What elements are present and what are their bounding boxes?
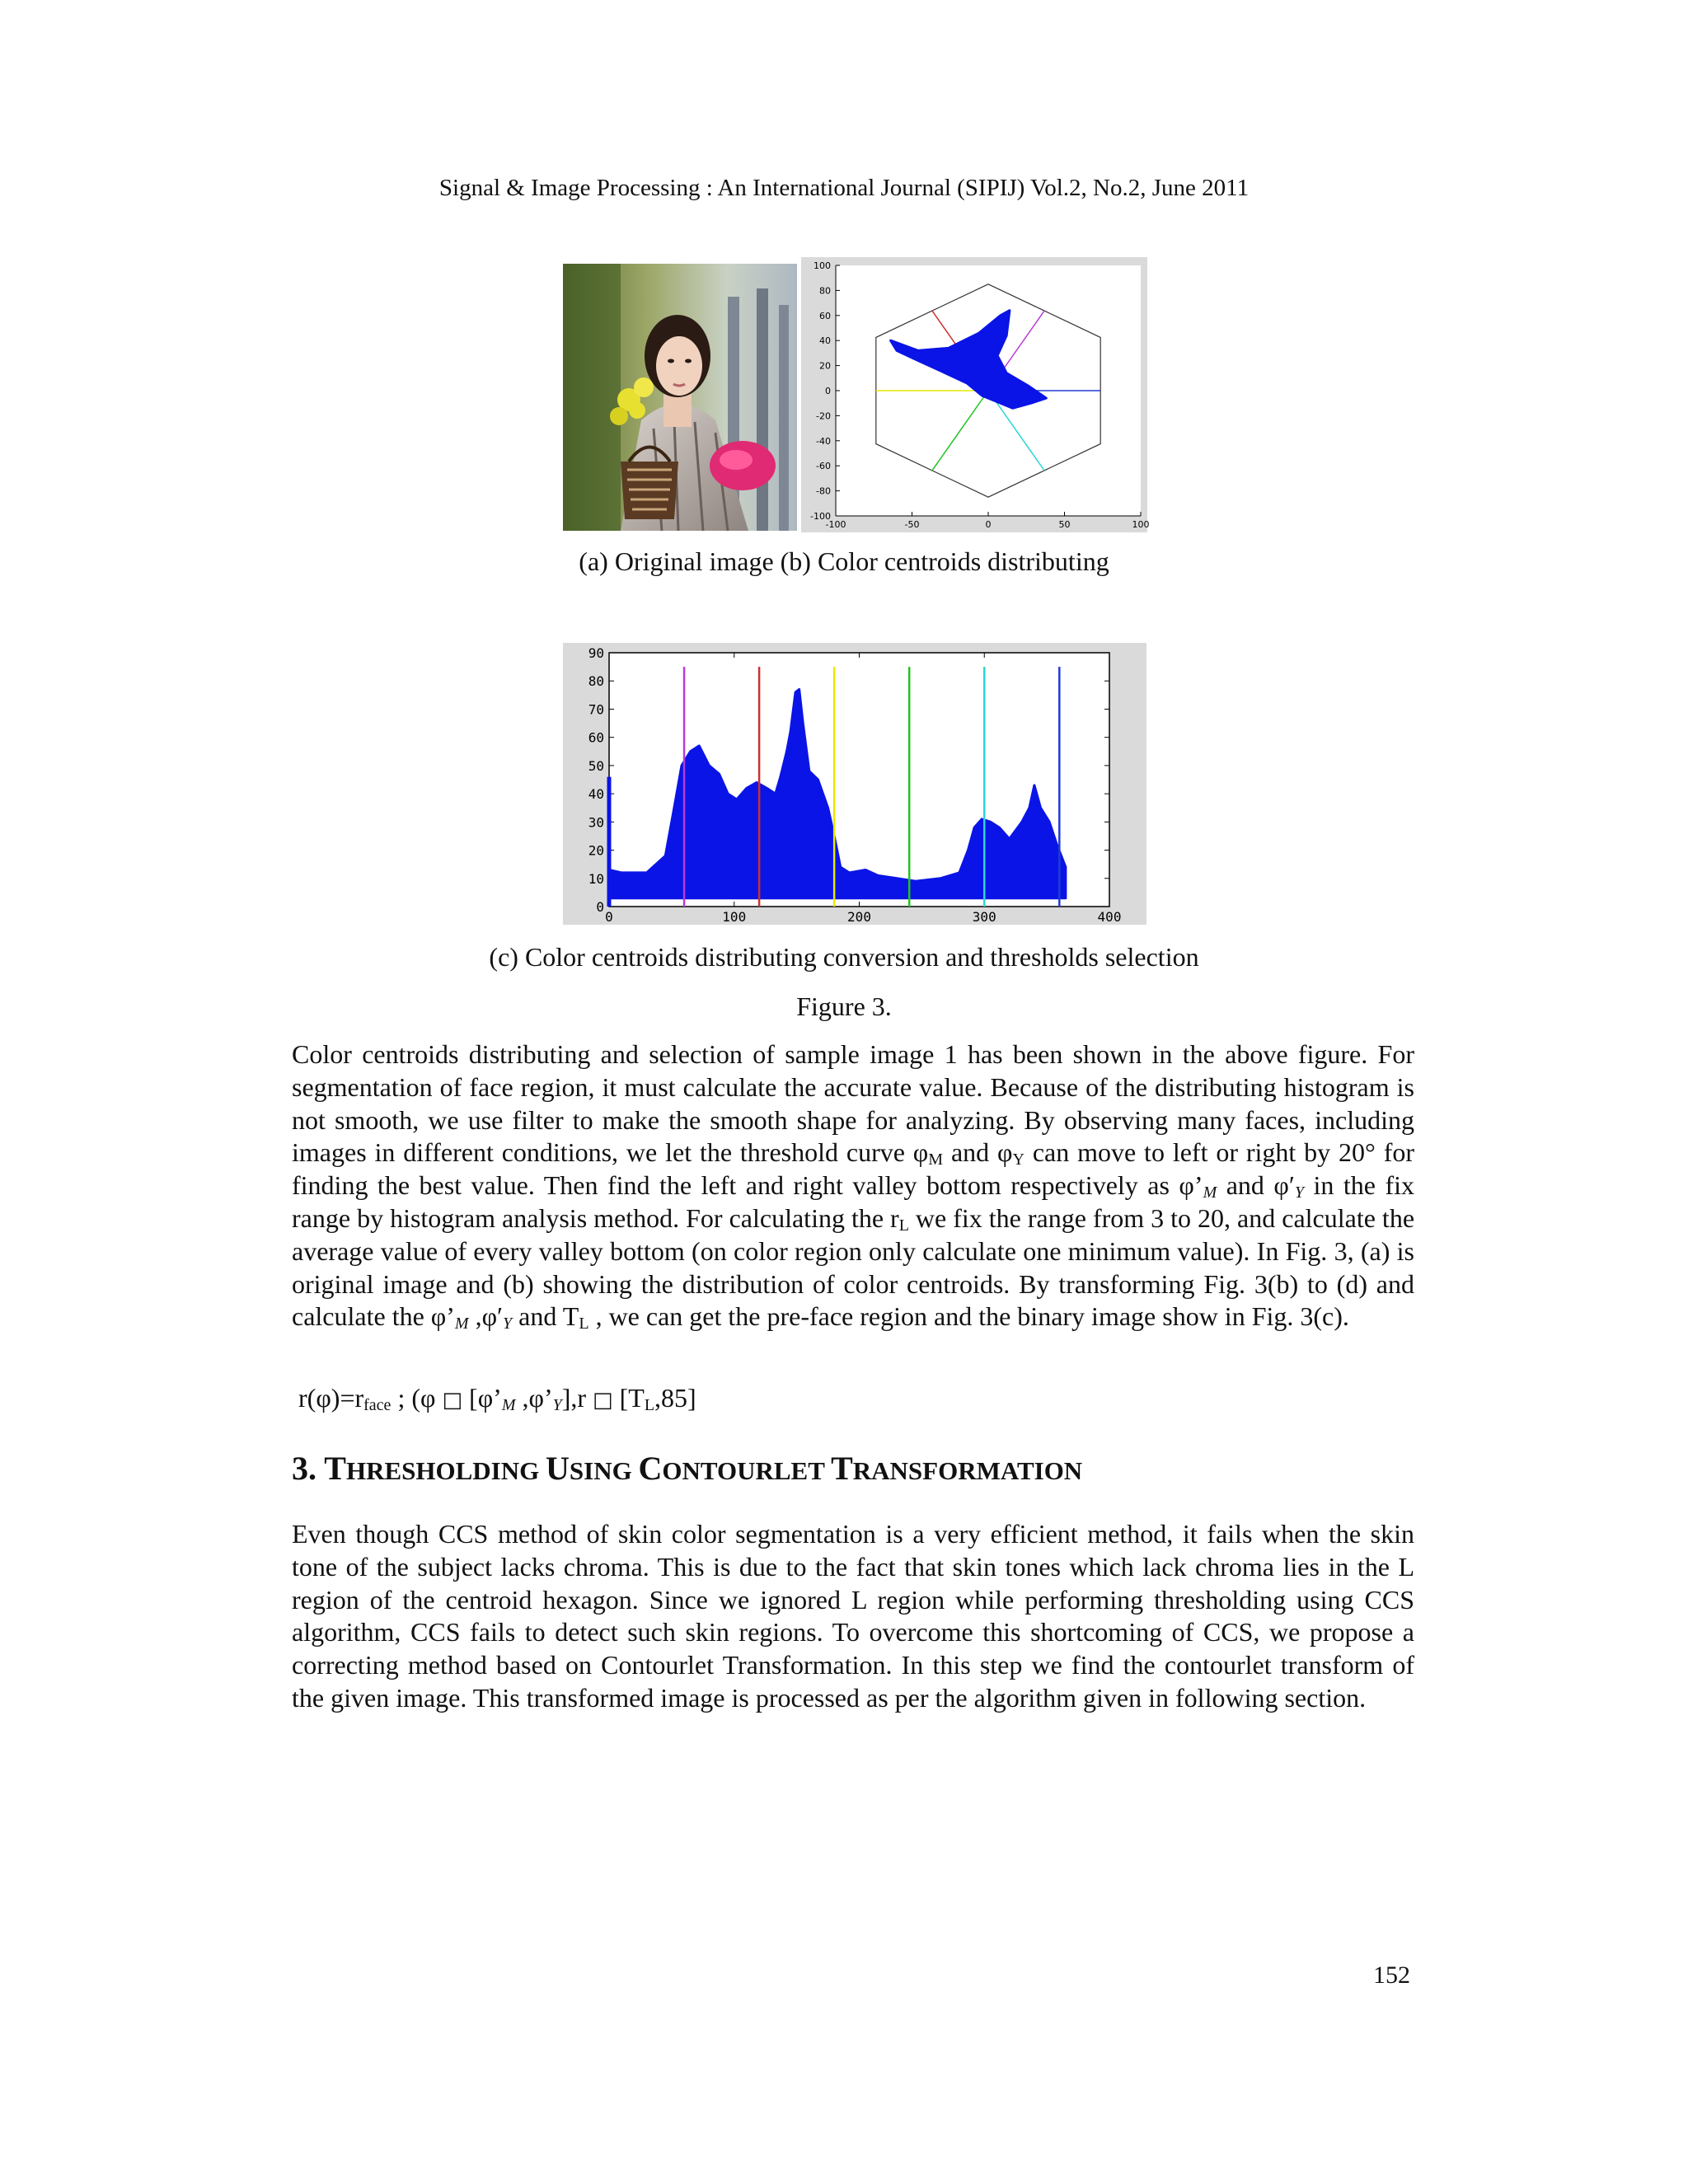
centroid-hexagon-chart	[801, 257, 1150, 532]
p1-text: and T	[512, 1301, 579, 1332]
p1-text: in the fix range by histogram analysis method. For calculating the r	[292, 1170, 1415, 1233]
chart-b-xtick-label: -100	[825, 519, 846, 530]
heading-text: U	[546, 1450, 570, 1487]
figure-caption-c: (c) Color centroids distributing conversion and thresholds selection	[489, 942, 1199, 972]
p1-sub: M	[1203, 1183, 1217, 1202]
eq-sub: L	[644, 1396, 655, 1414]
heading-text: RANSFORMATION	[852, 1456, 1083, 1485]
chart-b-ytick-label: -60	[816, 461, 831, 472]
chart-c-xtick-label: 100	[722, 909, 747, 925]
chart-c-ytick-label: 30	[588, 814, 604, 831]
chart-c-ytick-label: 40	[588, 786, 604, 803]
missing-glyph-box: □	[593, 1388, 613, 1413]
eq-text: ,φ’	[515, 1383, 553, 1413]
chart-b-ytick-label: -80	[816, 485, 831, 497]
chart-b-xtick-label: 100	[1132, 519, 1150, 530]
chart-b-ytick-label: 40	[819, 335, 831, 347]
centroid-hexagon-plot	[801, 257, 1150, 532]
chart-c-ytick-label: 0	[596, 899, 604, 915]
chart-b-ytick-label: 100	[814, 260, 831, 271]
eq-text: ],r	[561, 1383, 593, 1413]
chart-b-ytick-label: -100	[810, 511, 831, 522]
p1-text: , we can get the pre-face region and the binary image show in Fig. 3(c).	[588, 1301, 1349, 1332]
chart-c-xtick-label: 300	[972, 909, 996, 925]
eq-text: ,85]	[654, 1383, 696, 1413]
missing-glyph-box: □	[442, 1388, 463, 1413]
p1-text: and φ′	[1217, 1170, 1295, 1201]
original-image	[563, 264, 797, 531]
p1-sub: L	[579, 1315, 589, 1333]
eq-sub: M	[501, 1396, 516, 1414]
chart-c-ytick-label: 80	[588, 673, 604, 690]
running-header: Signal & Image Processing : An International Journal (SIPIJ) Vol.2, No.2, June 2011	[438, 175, 1250, 201]
p1-sub: M	[454, 1315, 469, 1333]
p1-sub: Y	[503, 1315, 513, 1333]
p1-sub: M	[928, 1151, 944, 1169]
chart-b-xtick-label: 50	[1058, 519, 1071, 530]
figure-label: Figure 3.	[796, 991, 892, 1021]
chart-c-ytick-label: 90	[588, 645, 604, 661]
chart-c-ytick-label: 70	[588, 701, 604, 718]
chart-c-ytick-label: 20	[588, 842, 604, 859]
chart-b-ytick-label: -40	[816, 435, 831, 447]
p1-sub: L	[898, 1216, 909, 1235]
equation-r-phi	[298, 1383, 696, 1413]
eq-text: [T	[612, 1383, 645, 1413]
chart-b-ytick-label: 80	[819, 285, 831, 297]
threshold-histogram-chart	[563, 643, 1146, 925]
eq-text: r(φ)=r	[298, 1383, 364, 1413]
paragraph-contourlet: Even though CCS method of skin color segmentation is a very efficient method, it fails when the skin tone of the subject lacks chroma. This is due to the fact that skin tones which lack chroma lies in the L region of the centroid hexagon. Since we ignored L region while performing thresholding using CCS algorithm, CCS fails to detect such skin regions. To overcome this shortcoming of CCS, we propose a correcting method based on Contourlet Transformation. In this step we find the contourlet transform of the given image. This transformed image is processed as per the algorithm given in following section.	[292, 1519, 1414, 1713]
heading-text: HRESHOLDING	[345, 1456, 546, 1485]
paragraph-centroid-thresholds	[292, 1038, 1414, 1333]
threshold-histogram-plot	[563, 643, 1146, 925]
chart-c-ytick-label: 60	[588, 729, 604, 746]
p1-text: ,φ′	[468, 1301, 504, 1332]
p1-text: Color centroids distributing and selection of sample image 1 has been shown in the above figure. For segmentation of face region, it must calculate the accurate value. Because of the distributing histogram is not smooth, we use filter to make the smooth shape for analyzing. By observing many faces, including images in different conditions, we let the threshold curve φ	[292, 1039, 1414, 1168]
chart-b-xtick-label: 0	[985, 519, 992, 530]
heading-text: 3. T	[292, 1450, 346, 1487]
chart-c-ytick-label: 10	[588, 870, 604, 887]
eq-sub: face	[363, 1396, 392, 1414]
page-number: 152	[1373, 1961, 1410, 1989]
section-heading	[292, 1449, 1082, 1488]
chart-b-ytick-label: 0	[825, 386, 831, 396]
chart-b-ytick-label: 60	[819, 310, 831, 321]
p1-sub: Y	[1012, 1151, 1025, 1169]
chart-b-xtick-label: -50	[904, 519, 920, 530]
figure-caption-ab: (a) Original image (b) Color centroids distributing	[579, 546, 1109, 576]
original-image-drawing	[563, 264, 797, 531]
p1-text: can move to left or right by 20° for finding the best value. Then find the left and right valley bottom respectively as φ’	[292, 1137, 1415, 1201]
p1-sub: Y	[1294, 1183, 1305, 1202]
heading-text: SING	[569, 1456, 639, 1485]
chart-b-ytick-label: 20	[819, 360, 831, 372]
chart-c-xtick-label: 200	[847, 909, 871, 925]
chart-b-ytick-label: -20	[816, 410, 831, 422]
chart-c-xtick-label: 0	[605, 909, 613, 925]
chart-c-xtick-label: 400	[1097, 909, 1122, 925]
heading-text: T	[831, 1450, 853, 1487]
eq-text: [φ’	[462, 1383, 502, 1413]
chart-c-ytick-label: 50	[588, 757, 604, 774]
p1-text: and φ	[943, 1137, 1013, 1168]
eq-sub: Y	[552, 1396, 562, 1414]
heading-text: ONTOURLET	[662, 1456, 832, 1485]
eq-text: ; (φ	[391, 1383, 443, 1413]
heading-text: C	[638, 1450, 663, 1487]
p1-text: we fix the range from 3 to 20, and calculate the average value of every valley bottom (on color region only calculate one minimum value). In Fig. 3, (a) is original image and (b) showing the distribution of color centroids. By transforming Fig. 3(b) to (d) and calculate the φ’	[292, 1202, 1415, 1332]
